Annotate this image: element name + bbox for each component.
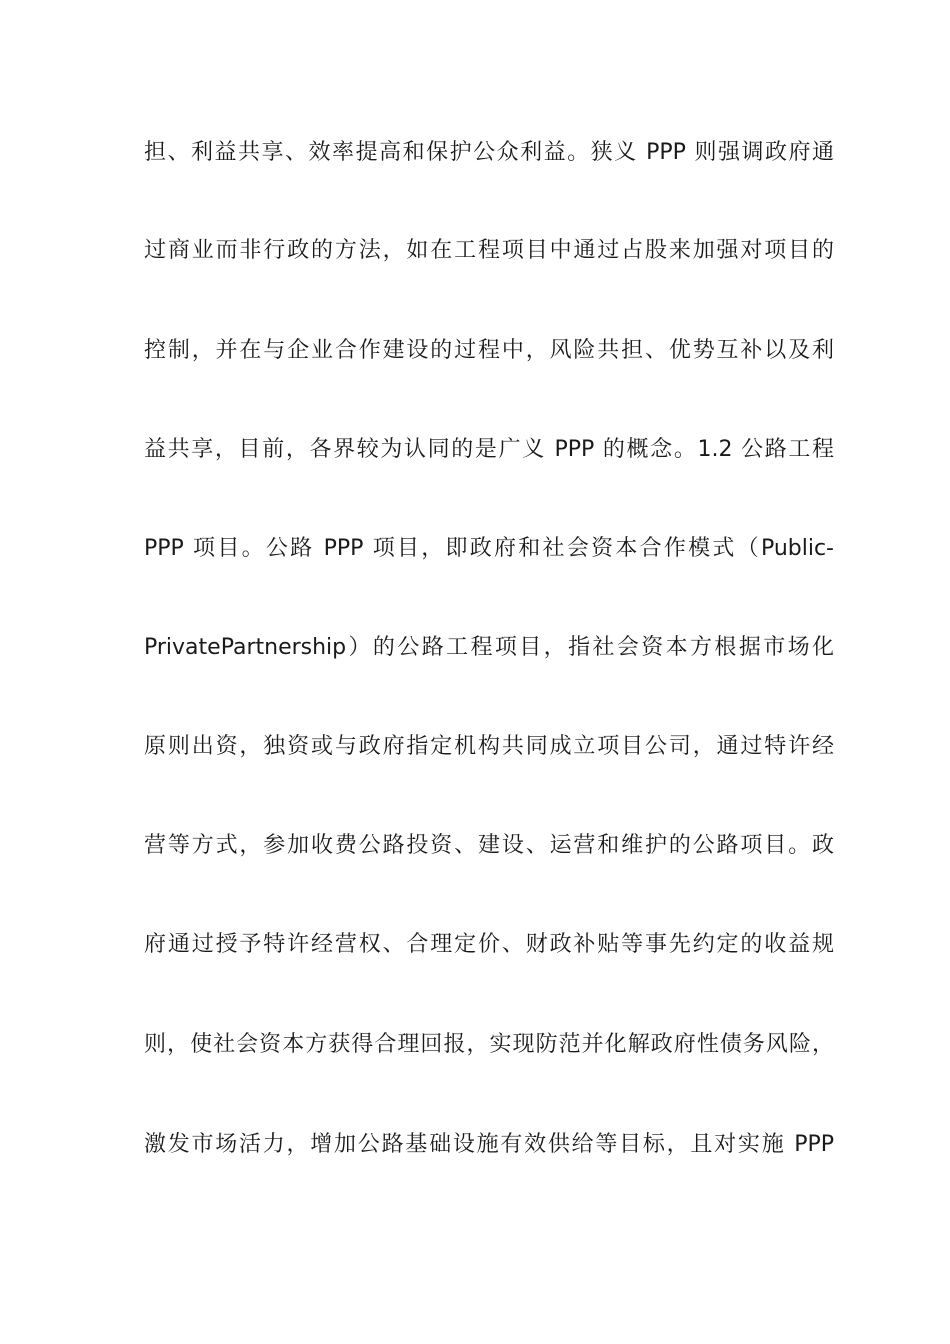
- text-line-5: PPP 项目。公路 PPP 项目，即政府和社会资本合作模式（Public-: [144, 536, 834, 561]
- text-line-2: 过商业而非行政的方法，如在工程项目中通过占股来加强对项目的: [144, 238, 834, 263]
- text-line-10: 则，使社会资本方获得合理回报，实现防范并化解政府性债务风险，: [144, 1032, 834, 1057]
- text-line-6: PrivatePartnership）的公路工程项目，指社会资本方根据市场化: [144, 635, 834, 660]
- text-line-7: 原则出资，独资或与政府指定机构共同成立项目公司，通过特许经: [144, 734, 834, 759]
- text-line-8: 营等方式，参加收费公路投资、建设、运营和维护的公路项目。政: [144, 833, 834, 858]
- text-line-1: 担、利益共享、效率提高和保护公众利益。狭义 PPP 则强调政府通: [144, 140, 834, 165]
- text-line-3: 控制，并在与企业合作建设的过程中，风险共担、优势互补以及利: [144, 338, 834, 363]
- text-line-11: 激发市场活力，增加公路基础设施有效供给等目标，且对实施 PPP: [144, 1132, 834, 1157]
- text-line-9: 府通过授予特许经营权、合理定价、财政补贴等事先约定的收益规: [144, 932, 834, 957]
- text-line-4: 益共享，目前，各界较为认同的是广义 PPP 的概念。1.2 公路工程: [144, 437, 834, 462]
